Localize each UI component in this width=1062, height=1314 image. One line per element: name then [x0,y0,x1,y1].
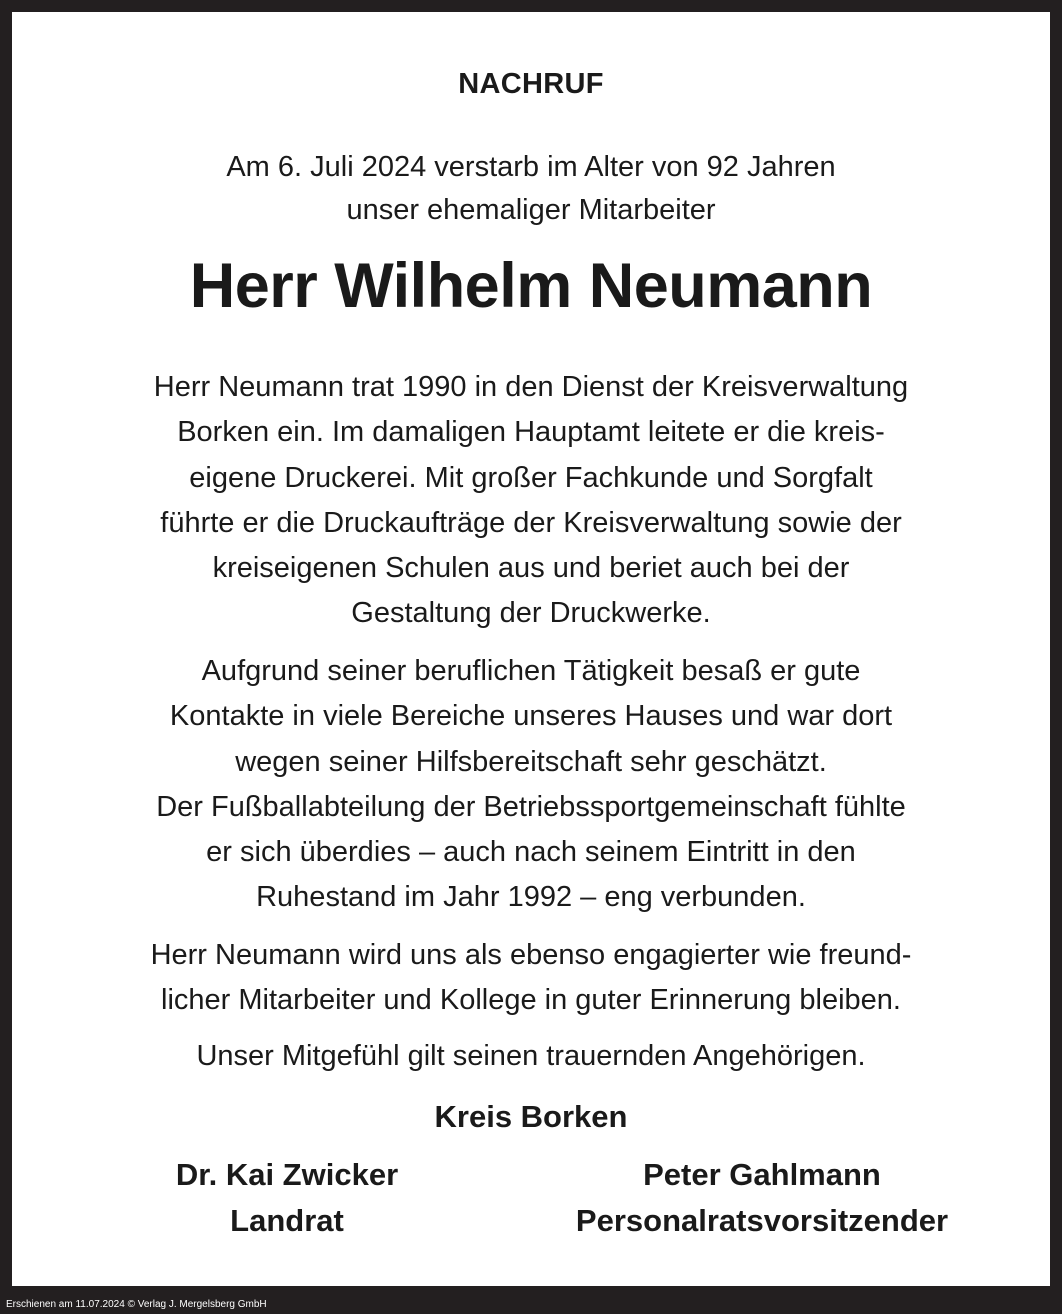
signatory-landrat [142,1152,432,1244]
intro-line: Am 6. Juli 2024 verstarb im Alter von 92 Jahren [226,151,836,183]
paragraph-career [12,365,1050,637]
text-line: Kontakte in viele Bereiche unseres Hauses und war dort [169,700,893,733]
text-line: Herr Neumann wird uns als ebenso engagierter wie freund- [150,939,912,971]
deceased-name: Herr Wilhelm Neumann [189,251,873,321]
notice-heading: NACHRUF [458,68,604,100]
signatory-name: Peter Gahlmann [643,1157,881,1192]
text-line: Ruhestand im Jahr 1992 – eng verbunden. [256,881,806,914]
text-line: licher Mitarbeiter und Kollege in guter Erinnerung bleiben. [161,984,901,1017]
signatory-role: Personalratsvorsitzender [575,1203,949,1238]
organization-name: Kreis Borken [434,1099,628,1134]
signatory-personalrat [552,1152,972,1244]
text-line: er sich überdies – auch nach seinem Eintritt in den [206,836,856,869]
text-line: Aufgrund seiner beruflichen Tätigkeit besaß er gute [201,655,861,687]
signatory-name: Dr. Kai Zwicker [175,1157,399,1192]
text-line: Unser Mitgefühl gilt seinen trauernden Angehörigen. [196,1040,866,1072]
signatory-role: Landrat [230,1203,344,1238]
text-line: kreiseigenen Schulen aus und beriet auch bei der [212,552,850,585]
text-line: Der Fußballabteilung der Betriebssportgemeinschaft fühlte [156,790,906,823]
obituary-notice [12,12,1050,1286]
text-line: führte er die Druckaufträge der Kreisverwaltung sowie der [160,506,902,539]
intro-text [12,146,1050,232]
text-line: Borken ein. Im damaligen Hauptamt leitete er die kreis- [177,416,885,449]
text-line: Herr Neumann trat 1990 in den Dienst der Kreisverwaltung [153,371,909,403]
paragraph-condolence [12,1034,1050,1079]
text-line: eigene Druckerei. Mit großer Fachkunde und Sorgfalt [189,461,873,494]
paragraph-remembrance [12,933,1050,1024]
intro-line: unser ehemaliger Mitarbeiter [346,194,716,226]
text-line: wegen seiner Hilfsbereitschaft sehr geschätzt. [235,745,827,778]
paragraph-contacts [12,649,1050,921]
publication-footer: Erschienen am 11.07.2024 © Verlag J. Mergelsberg GmbH [6,1299,267,1310]
text-line: Gestaltung der Druckwerke. [351,597,711,630]
